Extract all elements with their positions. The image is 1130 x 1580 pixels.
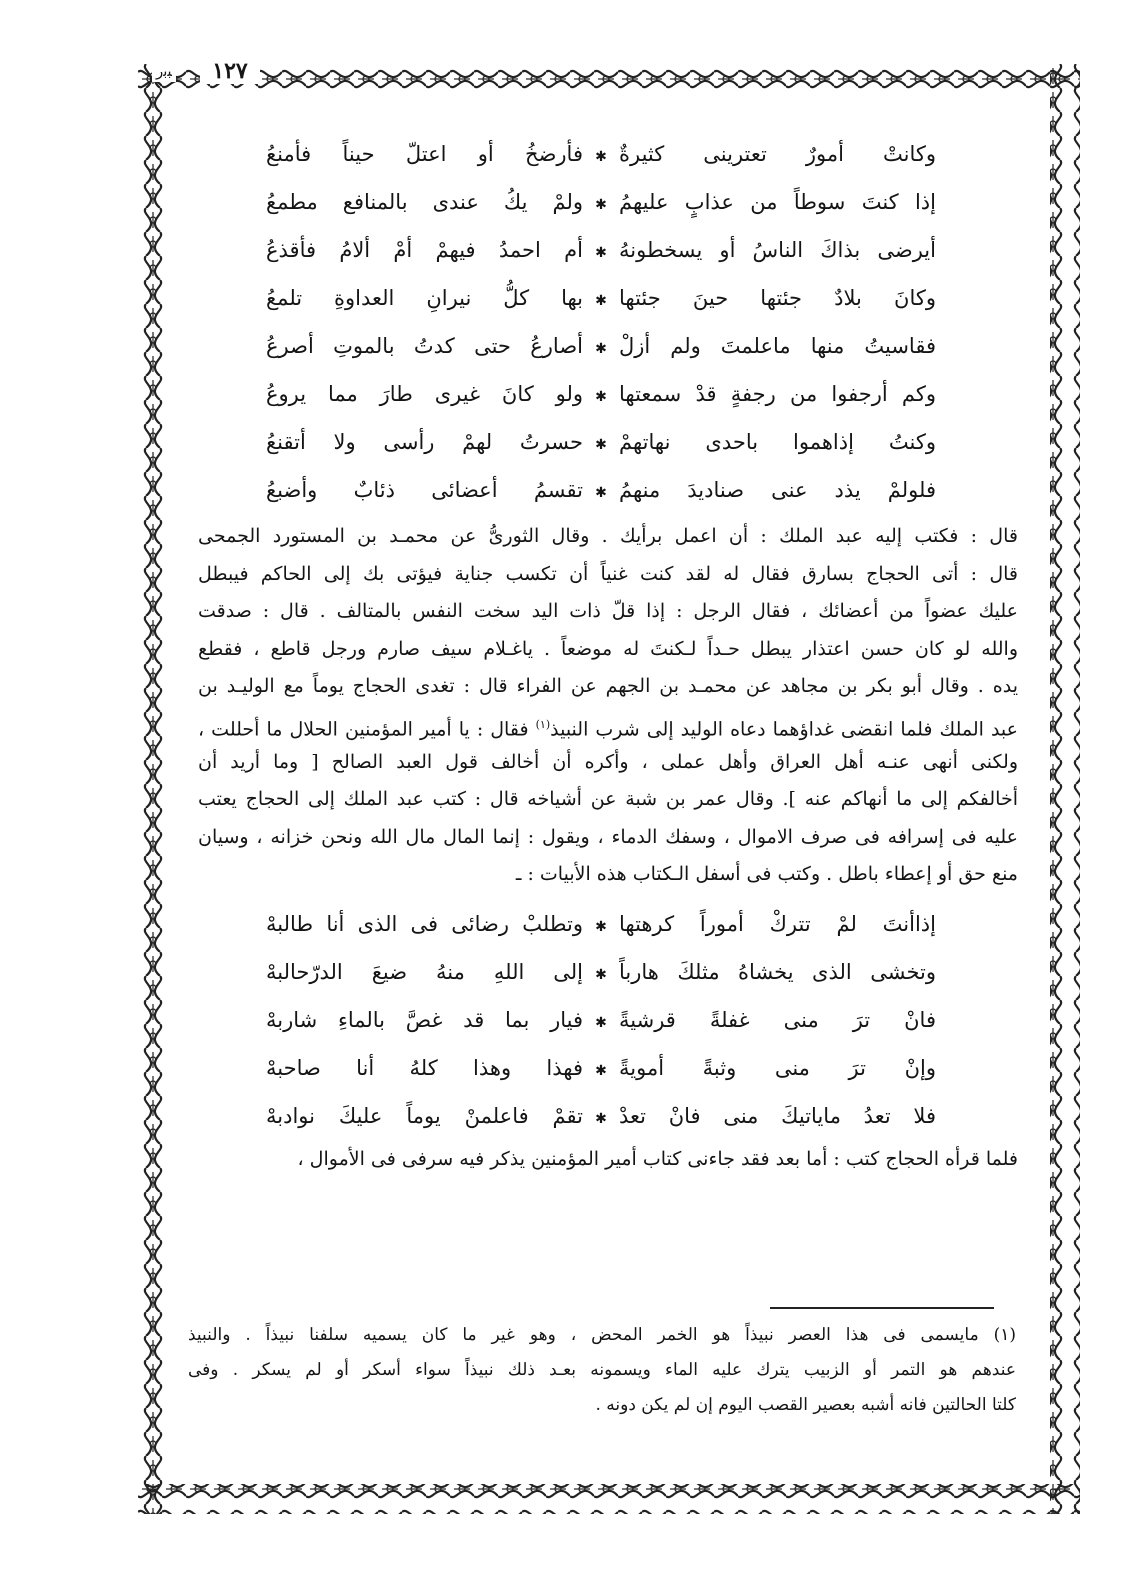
prose-line: والله لو كان حسن اعتذار يبطل حـداً لـكنتَ له موضعاً . ياغـلام سيف صارم ورجل قاطع ، فقطع [198, 637, 1018, 660]
verse-separator-star: ✱ [595, 245, 607, 261]
verse-first-hemistich: إذاأنتَ لمْ تتركْ أموراً كرهتها [619, 911, 936, 936]
verse-separator-star: ✱ [595, 389, 607, 405]
verse-second-hemistich: حسرتُ لهمْ رأسى ولا أتقنعُ [266, 430, 583, 454]
footnote [188, 1318, 1016, 1423]
verse-first-hemistich: وكنتُ إذاهموا باحدى نهاتهمْ [619, 430, 936, 454]
verse-second-hemistich: وتطلبْ رضائى فى الذى أنا طالبهْ [266, 911, 583, 936]
verse-second-hemistich: أصارعُ حتى كدتُ بالموتِ أصرعُ [266, 334, 583, 358]
verse-first-hemistich: أيرضى بذاكَ الناسُ أو يسخطونهُ [619, 238, 936, 262]
verse-line [266, 322, 936, 370]
verse-line [266, 466, 936, 514]
verse-second-hemistich: ولو كانَ غيرى طارَ مما يروعُ [266, 382, 583, 406]
verse-first-hemistich: وتخشى الذى يخشاهُ مثلكَ هارباً [619, 959, 936, 984]
verse-separator-star: ✱ [595, 149, 607, 165]
verse-line [266, 900, 936, 948]
verse-line [266, 370, 936, 418]
verse-line [266, 130, 936, 178]
prose-line-tail: فقال : يا أمير المؤمنين الحلال ما أحللت ، [198, 718, 529, 741]
verse-line [266, 418, 936, 466]
verse-first-hemistich: فلا تعدُ ماياتيكَ منى فانْ تعدْ [619, 1103, 936, 1128]
verse-separator-star: ✱ [595, 1014, 607, 1031]
page-number: ١٢٧ [200, 58, 260, 84]
poem-block-2 [266, 900, 936, 1140]
verse-first-hemistich: وإنْ ترَ منى وثبةً أمويةً [619, 1055, 936, 1080]
verse-separator-star: ✱ [595, 197, 607, 213]
verse-line [266, 178, 936, 226]
verse-separator-star: ✱ [595, 485, 607, 501]
verse-separator-star: ✱ [595, 1110, 607, 1127]
verse-second-hemistich: بها كلُّ نيرانِ العداوةِ تلمعُ [266, 286, 583, 310]
verse-first-hemistich: وكم أرجفوا من رجفةٍ قدْ سمعتها [619, 382, 936, 406]
footnote-divider [770, 1307, 994, 1309]
border-left [138, 64, 168, 1514]
prose-line: ولكنى أنهى عنـه أهل العراق وأهل عملى ، وأكره أن أخالف قول العبد الصالح [ وما أريد أن [198, 750, 1018, 773]
prose-line: قال : فكتب إليه عبد الملك : أن اعمل برأيك . وقال الثورىُّ عن محمـد بن المستورد الجمحى [198, 525, 1018, 547]
corner-mark: ﺒﺑﺭ [152, 60, 176, 82]
verse-first-hemistich: وكانتْ أمورٌ تعترينى كثيرةٌ [619, 142, 936, 166]
footnote-line: كلتا الحالتين فانه أشبه بعصير القصب اليوم إن لم يكن دونه . [595, 1395, 1016, 1415]
verse-first-hemistich: فلولمْ يذد عنى صناديدَ منهمُ [619, 478, 936, 502]
verse-second-hemistich: أم احمدُ فيهمْ أمْ ألامُ فأقذعُ [266, 238, 583, 262]
verse-first-hemistich: إذا كنتَ سوطاً من عذابٍ عليهمُ [619, 190, 936, 214]
prose-line [198, 706, 1018, 744]
verse-separator-star: ✱ [595, 1062, 607, 1079]
verse-line [266, 948, 936, 996]
footnote-line: (١) مايسمى فى هذا العصر نبيذاً هو الخمر المحض ، وهو غير ما كان يسميه سلفنا نبيذاً . والنبيذ [188, 1325, 1016, 1345]
border-top [138, 64, 1080, 94]
prose-line: منع حق أو إعطاء باطل . وكتب فى أسفل الـكتاب هذه الأبيات : ـ [515, 863, 1018, 886]
verse-first-hemistich: فقاسيتُ منها ماعلمتَ ولم أزلْ [619, 334, 936, 358]
verse-second-hemistich: فهذا وهذا كلهُ أنا صاحبهْ [266, 1055, 583, 1080]
verse-separator-star: ✱ [595, 966, 607, 983]
verse-first-hemistich: وكانَ بلادٌ جئتها حينَ جئتها [619, 286, 936, 310]
verse-separator-star: ✱ [595, 437, 607, 453]
prose-line-head: عبد الملك فلما انقضى غداؤهما دعاه الوليد إلى شرب النبيذ [550, 718, 1018, 741]
verse-line [266, 1044, 936, 1092]
verse-second-hemistich: فيار بما قد غصَّ بالماءِ شاربهْ [266, 1007, 583, 1032]
footnote-reference[interactable]: (١) [535, 717, 551, 731]
prose-line: أخالفكم إلى ما أنهاكم عنه ]. وقال عمر بن شبة عن أشياخه قال : كتب عبد الملك إلى الحجاج يعتب [198, 788, 1018, 811]
verse-second-hemistich: فأرضخُ أو اعتلّ حيناً فأمنعُ [266, 142, 583, 166]
verse-line [266, 274, 936, 322]
prose-line: قال : أتى الحجاج بسارق فقال له لقد كنت غنياً أن تكسب جناية فيؤتى بك إلى الحاكم فيبطل [198, 562, 1018, 585]
prose-line: يده . وقال أبو بكر بن مجاهد عن محمـد بن الجهم عن الفراء قال : تغدى الحجاج يوماً مع الوليـد بن [198, 675, 1018, 698]
verse-second-hemistich: تقسمُ أعضائى ذئابٌ وأضبعُ [266, 478, 583, 502]
verse-separator-star: ✱ [595, 918, 607, 935]
poem-block-1 [266, 130, 936, 514]
verse-second-hemistich: إلى اللهِ منهُ ضيعَ الدرّحالبهْ [266, 959, 583, 984]
verse-second-hemistich: ولمْ يكُ عندى بالمنافع مطمعُ [266, 190, 583, 214]
verse-separator-star: ✱ [595, 341, 607, 357]
verse-line [266, 996, 936, 1044]
prose-paragraph-1 [198, 518, 1018, 894]
border-right [1050, 64, 1080, 1514]
prose-line: عليه فى إسرافه فى صرف الاموال ، وسفك الدماء ، ويقول : إنما المال مال الله ونحن خزانه ، وسيان [198, 825, 1018, 848]
verse-line [266, 1092, 936, 1140]
page-body [198, 130, 1018, 1490]
verse-line [266, 226, 936, 274]
prose-paragraph-2: فلما قرأه الحجاج كتب : أما بعد فقد جاءنى كتاب أمير المؤمنين يذكر فيه سرفى فى الأموال ، [297, 1147, 1018, 1170]
footnote-line: عندهم هو التمر أو الزبيب يترك عليه الماء ويسمونه بعـد ذلك نبيذاً سواء أسكر أو لم يسكر . وفى [188, 1360, 1016, 1380]
verse-separator-star: ✱ [595, 293, 607, 309]
prose-line: عليك عضواً من أعضائك ، فقال الرجل : إذا قلّ ذات اليد سخت النفس بالمتالف . قال : صدقت [198, 600, 1018, 623]
verse-first-hemistich: فانْ ترَ منى غفلةً قرشيةً [619, 1007, 936, 1032]
verse-second-hemistich: تقمْ فاعلمنْ يوماً عليكَ نوادبهْ [266, 1103, 583, 1128]
